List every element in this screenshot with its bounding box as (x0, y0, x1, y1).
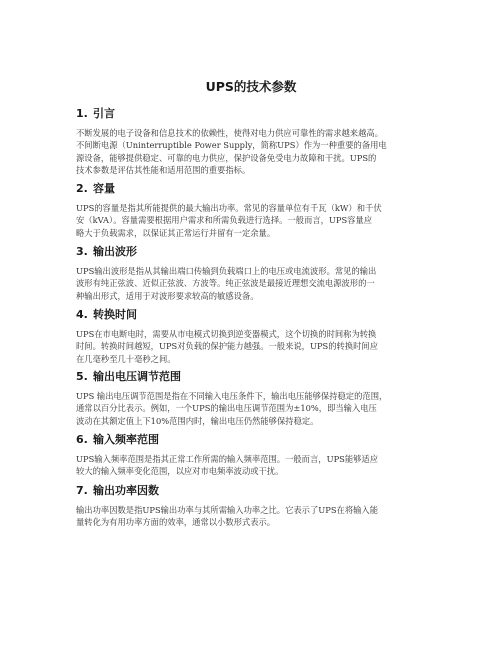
section-heading (76, 484, 432, 498)
section-number: 1. (76, 107, 88, 120)
paragraph-line: 种输出形式，适用于对波形要求较高的敏感设备。 (76, 290, 259, 301)
section-number: 2. (76, 182, 88, 195)
paragraph-line: UPS的容量是指其所能提供的最大输出功率。常见的容量单位有千瓦（kW）和千伏 (76, 203, 382, 213)
document-title: UPS的技术参数 (205, 79, 297, 94)
section-output-power-factor (76, 484, 432, 529)
section-title: 输出功率因数 (93, 484, 159, 497)
paragraph-line: 在几毫秒至几十毫秒之间。 (76, 353, 176, 364)
section-input-frequency-range (76, 433, 432, 478)
section-heading (76, 107, 432, 121)
section-output-voltage-regulation (76, 370, 432, 427)
section-heading (76, 182, 432, 196)
paragraph-line: 通常以百分比表示。例如，一个UPS的输出电压调节范围为±10%，即当输入电压 (76, 403, 377, 414)
section-output-waveform (76, 245, 432, 302)
paragraph-line: 技术参数是评估其性能和适用范围的重要指标。 (76, 165, 251, 176)
paragraph-line: 输出功率因数是指UPS输出功率与其所需输入功率之比。它表示了UPS在将输入能 (76, 505, 379, 515)
paragraph-line: 较大的输入频率变化范围，以应对市电频率波动或干扰。 (76, 466, 284, 477)
section-title: 输出电压调节范围 (93, 370, 181, 383)
section-number: 5. (76, 370, 88, 383)
paragraph-line: UPS输出波形是指从其输出端口传输到负载端口上的电压或电流波形。常见的输出 (76, 266, 377, 276)
section-number: 6. (76, 433, 88, 446)
paragraph-line: 源设备，能够提供稳定、可靠的电力供应，保护设备免受电力故障和干扰。UPS的 (76, 152, 377, 163)
paragraph-line: 安（kVA）。容量需要根据用户需求和所需负载进行选择。一般而言，UPS容量应 (76, 215, 373, 226)
paragraph-line: UPS 输出电压调节范围是指在不同输入电压条件下，输出电压能够保持稳定的范围， (76, 391, 388, 401)
section-transfer-time (76, 308, 432, 365)
section-title: 输入频率范围 (93, 433, 159, 446)
section-number: 4. (76, 308, 88, 321)
paragraph-line: UPS在市电断电时，需要从市电模式切换到逆变器模式，这个切换的时间称为转换 (76, 329, 377, 339)
section-heading (76, 370, 432, 384)
paragraph-line: 波形有纯正弦波、近似正弦波、方波等。纯正弦波是最接近理想交流电源波形的一 (76, 278, 375, 289)
section-title: 转换时间 (93, 308, 137, 321)
section-capacity (76, 182, 432, 239)
section-number: 3. (76, 245, 88, 258)
paragraph-line: 波动在其额定值上下10%范围内时，输出电压仍然能够保持稳定。 (76, 415, 319, 426)
section-title: 容量 (93, 182, 115, 195)
section-number: 7. (76, 484, 88, 497)
section-title: 引言 (93, 107, 115, 120)
section-heading (76, 245, 432, 259)
paragraph-line: 略大于负载需求，以保证其正常运行并留有一定余量。 (76, 227, 276, 238)
section-heading (76, 433, 432, 447)
paragraph-line: 不间断电源（Uninterruptible Power Supply，简称UPS）作为一种重要的备用电 (76, 140, 387, 151)
section-heading (76, 308, 432, 322)
paragraph-line: 不断发展的电子设备和信息技术的依赖性，使得对电力供应可靠性的需求越来越高。 (76, 128, 383, 138)
paragraph-line: 量转化为有用功率方面的效率，通常以小数形式表示。 (76, 517, 276, 528)
paragraph-line: UPS输入频率范围是指其正常工作所需的输入频率范围。一般而言，UPS能够适应 (76, 454, 379, 464)
section-introduction (76, 107, 432, 177)
paragraph-line: 时间。转换时间越短，UPS对负载的保护能力越强。一般来说，UPS的转换时间应 (76, 341, 379, 352)
section-title: 输出波形 (93, 245, 137, 258)
